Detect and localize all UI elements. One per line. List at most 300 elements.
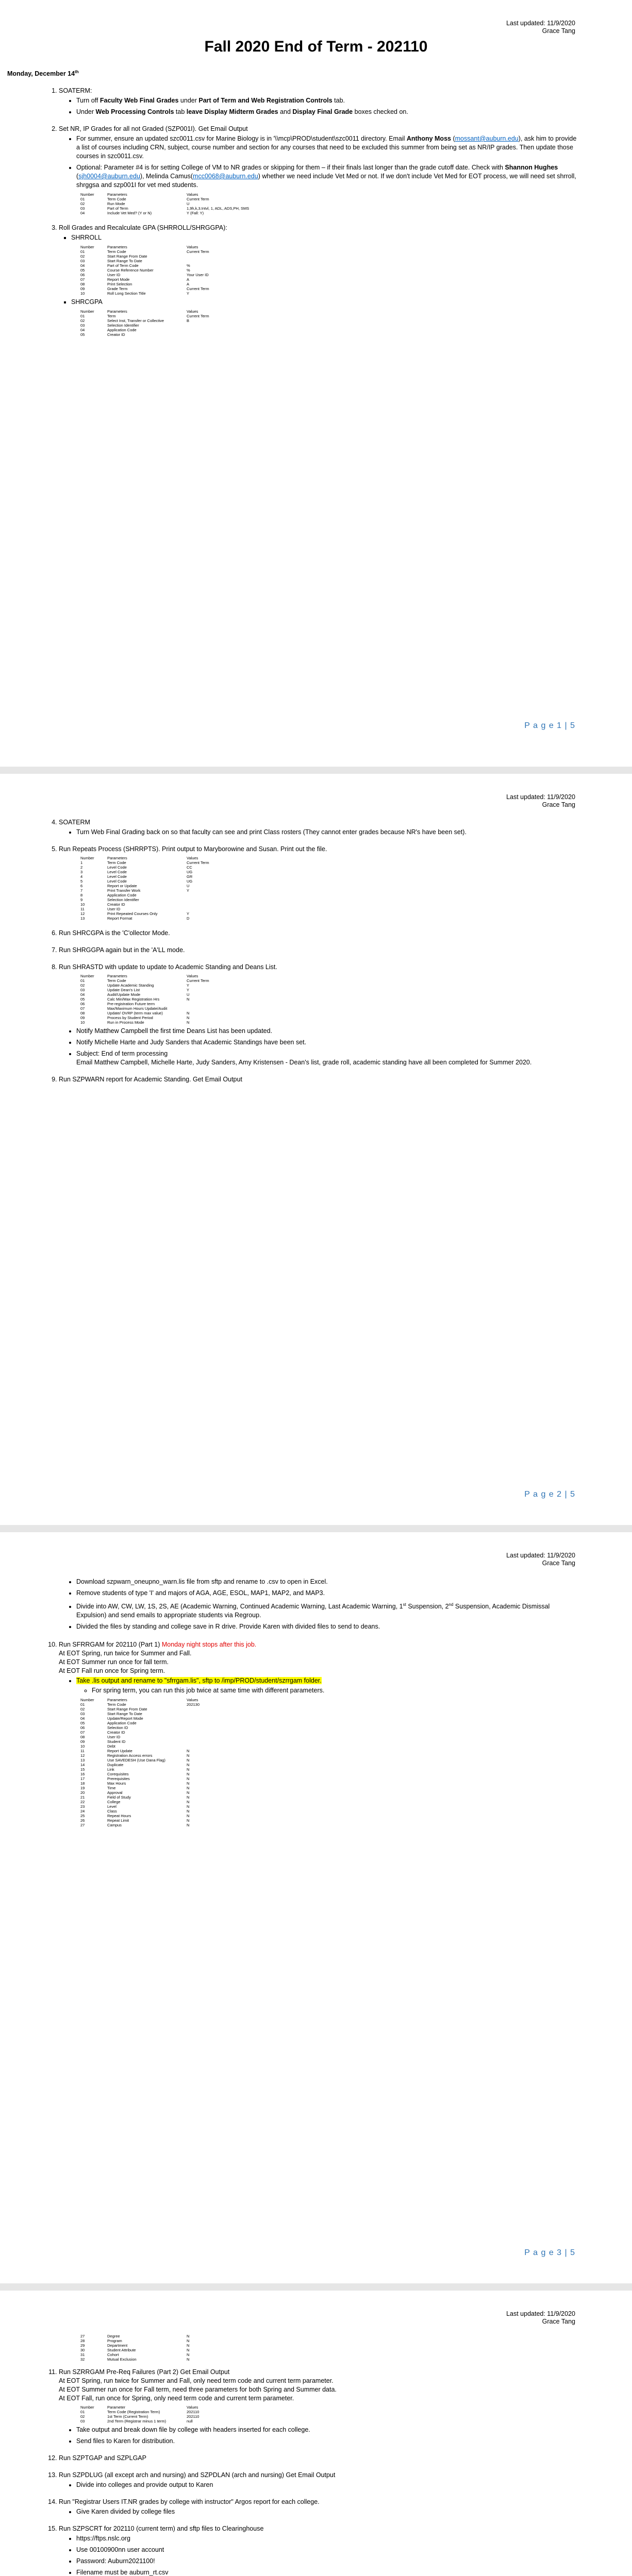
param-number: 05 [80,332,85,337]
param-number: 19 [80,1786,85,1791]
step-10-subbullet: ◦ For spring term, you can run this job twice at same time with different parameters. [92,1686,580,1695]
param-number: 09 [80,1015,85,1020]
param-name: Max/Maximum Hours Update/Audit [107,1006,168,1011]
step-15: 15. Run SZPSCRT for 202110 (current term) and sftp files to Clearinghouse • https://ftps.nslc.org • Use 00100900nn user account • Password: Auburn2021100! • Filename must be auburn_rt.csv [59,2524,580,2576]
parameter-row [80,1818,202,1823]
param-name: Part of Term [107,206,128,211]
param-number: 03 [80,323,85,328]
param-value [187,1006,211,1011]
parameter-row [80,916,211,921]
param-number: 10 [80,1744,85,1749]
param-name: Student Attribute [107,2348,136,2352]
param-name: Report Update [107,1749,132,1754]
param-value [187,1735,202,1739]
param-value [187,1744,202,1749]
param-name: Field of Study [107,1795,131,1800]
param-number: 20 [80,1790,85,1795]
param-number: 13 [80,1758,85,1763]
param-value: N [187,997,190,1002]
parameter-row [80,211,251,215]
author: Grace Tang [542,801,575,808]
param-value: UG [187,870,193,874]
param-number: 12 [80,911,85,916]
param-number: 08 [80,282,85,286]
email-link[interactable]: mossant@auburn.edu [455,135,519,142]
param-number: 29 [80,2343,85,2348]
param-name: Pre-registration Future term [107,1002,155,1006]
param-name: Class [107,1809,117,1814]
param-value: A [187,277,190,282]
param-value: N [187,1800,190,1805]
param-number: 04 [80,263,85,268]
param-value [187,1711,202,1716]
param-name: Department [107,2343,128,2348]
parameter-row [80,884,211,888]
param-value: Current Term [187,249,209,254]
parameter-row [80,974,211,978]
param-name: 2nd Term (Registrar minus 1 term) [107,2419,167,2424]
parameter-row [80,1711,202,1716]
param-value: N [187,2338,190,2343]
parameter-row [80,1809,202,1814]
param-name: Debt [107,1744,115,1749]
step-1: 1. SOATERM: • Turn off Faculty Web Final Grades under Part of Term and Web Registration Controls tab. • Under Web Processing Controls tab leave Display Midterm Grades and Display Final Grade boxes checked on. [59,87,580,116]
param-name: Repeat Hours [107,1814,131,1819]
param-number: 02 [80,254,85,259]
parameter-table [80,2334,191,2362]
param-number: 6 [80,884,83,888]
param-value: Values [187,856,198,860]
step-3-bullet: ▪ SHRCGPA [71,298,580,307]
param-name: Level Code [107,874,127,879]
param-name: Time [107,1786,116,1791]
param-value [187,897,211,902]
warning-bullet: • Divide into AW, CW, LW, 1S, 2S, AE (Academic Warning, Continued Academic Warning, Last Academic Warning, 1st Suspension, 2nd Suspension, Academic Dismissal Expulsion) and send emails to appropriate students via Regroup. [76,1600,580,1620]
param-name: Term Code [107,249,126,254]
parameter-row [80,323,211,328]
param-number: Number [80,245,94,249]
page-footer: P a g e 3 | 5 [524,2248,575,2257]
page-4 [0,2291,632,2576]
param-name: Max Hours [107,1781,126,1786]
param-number: 08 [80,1735,85,1740]
param-number: 2 [80,865,83,870]
param-number: 18 [80,1781,85,1786]
step-11-bullet: • Take output and break down file by college with headers inserted for each college. [76,2426,580,2434]
page-header [506,1552,575,1567]
param-number: 05 [80,268,85,273]
param-name: Course Reference Number [107,268,154,273]
param-name: Term Code [107,197,126,201]
param-name: Parameters [107,192,127,197]
step-11-bullet: • Send files to Karen for distribution. [76,2437,580,2446]
parameter-row [80,1790,202,1795]
param-value: GR [187,874,193,879]
param-number: Number [80,309,94,314]
param-value: Values [187,192,198,197]
param-number: 5 [80,879,83,884]
parameter-row [80,263,211,268]
param-value: Current Term [187,314,209,318]
param-name: Registration Access errors [107,1753,153,1758]
param-number: 22 [80,1800,85,1805]
param-value: N [187,1758,190,1763]
param-value: Values [187,974,198,978]
parameter-row [80,1814,202,1818]
param-number: 06 [80,1725,85,1731]
param-name: Selection ID [107,1725,128,1731]
param-name: Campus [107,1823,122,1828]
param-name: Application Code [107,893,137,897]
param-value: N [187,1776,190,1782]
parameter-row [80,282,211,286]
param-number: 02 [80,201,85,206]
step-3-bullet: ▪ SHRROLL [71,233,580,242]
param-value: N [187,2343,190,2348]
param-number: 04 [80,992,85,997]
param-number: 31 [80,2352,85,2357]
param-name: Creator ID [107,332,125,337]
param-number: 03 [80,206,85,211]
param-value: N [187,1823,190,1828]
parameter-row [80,1725,202,1730]
param-number: 02 [80,2414,85,2419]
param-name: Process by Student Period [107,1015,153,1020]
param-name: Report Format [107,916,132,921]
param-value: N [187,1762,190,1768]
parameter-row [80,1823,202,1827]
param-number: 02 [80,983,85,988]
param-number: 3 [80,870,83,874]
param-number: 09 [80,286,85,291]
param-number: 28 [80,2338,85,2343]
param-number: 8 [80,893,83,897]
parameter-row [80,1011,211,1015]
parameter-row [80,2352,191,2357]
param-name: Term [107,314,116,318]
param-value: 202110 [187,2414,199,2419]
param-number: 03 [80,988,85,992]
step-1-bullet: • Turn off Faculty Web Final Grades under Part of Term and Web Registration Controls tab. [76,96,580,105]
param-value [187,1721,202,1725]
param-name: Print Repeated Courses Only [107,911,158,916]
parameter-row [80,259,211,263]
parameter-row [80,1753,202,1758]
param-value: Y [187,988,190,992]
parameter-row [80,277,211,282]
param-value [187,1002,211,1006]
parameter-table [80,856,211,921]
param-name: Parameters [107,309,127,314]
param-value: Current Term [187,860,209,865]
parameter-table [80,245,211,296]
parameter-row [80,206,251,211]
param-number: 06 [80,1002,85,1006]
parameter-row [80,1716,202,1721]
parameter-row [80,1739,202,1744]
param-number: 07 [80,1006,85,1011]
param-value: Y [187,911,190,916]
param-name: 1st Term (Current Term) [107,2414,148,2419]
page-1-body [44,87,580,345]
param-number: 01 [80,249,85,254]
param-value: N [187,2352,190,2357]
parameter-row [80,314,211,318]
param-number: 4 [80,874,83,879]
param-name: Parameters [107,856,127,860]
param-name: User ID [107,1735,121,1740]
param-number: 12 [80,1753,85,1758]
page-header [506,2310,575,2326]
parameter-row [80,983,211,988]
parameter-row [80,254,211,259]
page-1 [0,0,632,767]
step-12: 12. Run SZPTGAP and SZPLGAP [59,2454,580,2463]
parameter-row [80,268,211,273]
param-value: N [187,1020,190,1025]
parameter-row [80,2348,191,2352]
parameter-row [80,888,211,893]
param-value: U [187,992,190,997]
param-number: 03 [80,2419,85,2424]
param-value: Current Term [187,286,209,291]
parameter-table [80,309,211,337]
param-name: Roll Long Section Title [107,291,146,296]
parameter-row [80,2357,191,2362]
parameter-row [80,2343,191,2348]
step-9: 9. Run SZPWARN report for Academic Standing. Get Email Output [59,1075,580,1084]
step-15-bullet: • Use 00100900nn user account [76,2546,580,2554]
param-value [187,1707,202,1711]
warning-bullet: • Divided the files by standing and college save in R drive. Provide Karen with divided files to send to deans. [76,1622,580,1631]
page-header [506,793,575,809]
param-name: Update/ OVRP (term max value) [107,1011,163,1015]
param-value: N [187,1795,190,1800]
param-value: N [187,1781,190,1786]
step-2-bullet: • Optional: Parameter #4 is for setting College of VM to NR grades or skipping for them – if their finals last longer than the grade cutoff date. Check with Shannon Hughes (sjh0004@auburn.edu), Melinda Camus(mcc0068@auburn.edu) whether we need include Vet Med or not. If we don't include Vet Med for EOT process, we will need set shrroll, shrggsa and szp001I for vet med students. [76,163,580,190]
param-value: 202130 [187,1702,200,1707]
parameter-row [80,1730,202,1735]
param-number: 7 [80,888,83,893]
param-number: Number [80,192,94,197]
param-value: D [187,916,190,921]
parameter-row [80,1006,211,1011]
parameter-row [80,197,251,201]
step-8: 8. Run SHRASTD with update to update to Academic Standing and Deans List. Number Parameters Values 01 Term Code Current Term 02 Update Academic Standing Y 03 Update Dean's List Y 04 Audit/Update Mode U 05 Calc Min/Max Registration Hrs N 06 Pre-registration Future term 07 Max/Maximum Hours Update/Audit 08 Update/ OVRP (term max value) N 09 Process by Student Period N 10 Run in Process Mode N • Notify Matthew Campbell the first time Deans List has been updated. • Notify Michelle Harte and Judy Sanders that Academic Standings have been set. • Subject: End of term processing Email Matthew Campbell, Michelle Harte, Judy Sanders, Amy Kristensen - Dean's list, grade roll, academic standing have all been completed for Summer 2020. [59,963,580,1067]
parameter-row [80,1758,202,1762]
parameter-row [80,907,211,911]
param-value: N [187,1011,190,1015]
param-value: N [187,1809,190,1814]
parameter-row [80,332,211,337]
parameter-row [80,1002,211,1006]
param-value: N [187,2348,190,2352]
parameter-row [80,893,211,897]
param-name: Selection Identifier [107,897,139,902]
param-value: N [187,1790,190,1795]
parameter-row [80,1744,202,1749]
parameter-row [80,1749,202,1753]
parameter-row [80,988,211,992]
step-5: 5. Run Repeats Process (SHRRPTS). Print output to Maryborowine and Susan. Print out the file. Number Parameters Values 1 Term Code Current Term 2 Level Code CC 3 Level Code UG 4 Level Code GR 5 Level Code UG 6 Report or Update U 7 Print Transfer Work Y 8 Application Code 9 Selection Identifier 10 Creator ID 11 User ID 12 Print Repeated Courses Only Y 13 Report Format D [59,845,580,921]
param-name: Include Vet Med? (Y or N) [107,211,152,215]
param-name: Level Code [107,870,127,874]
param-name: Repeat Limit [107,1818,129,1823]
param-name: Update Academic Standing [107,983,154,988]
parameter-row [80,897,211,902]
param-name: Use SAVEDESH (Use Dana Flag) [107,1758,165,1763]
parameter-row [80,273,211,277]
parameter-row [80,1020,211,1025]
step-4: 4. SOATERM • Turn Web Final Grading back on so that faculty can see and print Class rosters (They cannot enter grades because NR's have been set). [59,818,580,837]
param-number: 03 [80,259,85,263]
param-name: Calc Min/Max Registration Hrs [107,997,160,1002]
param-name: Start Range From Date [107,254,147,259]
param-number: 11 [80,907,85,911]
param-number: 13 [80,916,85,921]
email-link[interactable]: sjh0004@auburn.edu [78,173,140,180]
parameter-row [80,2405,201,2410]
param-value [187,259,211,263]
param-name: Audit/Update Mode [107,992,141,997]
step-15-bullet: • Password: Auburn2021100! [76,2557,580,2566]
parameter-row [80,1781,202,1786]
param-name: Print Transfer Work [107,888,141,893]
clearinghouse-url: • https://ftps.nslc.org [76,2534,580,2543]
step-10: 10. Run SFRRGAM for 202110 (Part 1) Monday night stops after this job. At EOT Spring, run twice for Summer and Fall. At EOT Summer run once for fall term. At EOT Fall run once for Spring term. • Take .lis output and rename to "sfrrgam.lis", sftp to /imp/PROD/student/szrrgam folder. ◦ For spring term, you can run this job twice at same time with different parameters. Number Parameters Values 01 Term Code 202130 02 Start Range From Date 03 Start Range To Date 04 Update/Report Mode 05 Application Code 06 Selection ID 07 Creator ID 08 User ID 09 Student ID 10 Debt 11 Report Update N 12 Registration Access errors N 13 Use SAVEDESH (Use Dana Flag) N 14 Duplicate N 15 Link N 16 Corequisites N 17 Prerequisites N 18 Max Hours N 19 Time N 20 Approval N 21 Field of Study N 22 College N 23 Level N 24 Class N 25 Repeat Hours N 26 Repeat Limit N 27 Campus N [59,1640,580,1827]
step-4-bullet: • Turn Web Final Grading back on so that faculty can see and print Class rosters (They cannot enter grades because NR's have been set). [76,828,580,837]
param-value: Current Term [187,978,209,983]
parameter-row [80,1767,202,1772]
param-value: Your User ID [187,273,209,277]
param-number: 04 [80,328,85,332]
param-number: 10 [80,902,85,907]
parameter-row [80,1015,211,1020]
parameter-row [80,1804,202,1809]
param-name: Program [107,2338,122,2343]
param-number: 03 [80,1711,85,1717]
param-name: Prerequisites [107,1776,130,1782]
document-title: Fall 2020 End of Term - 202110 [204,38,428,55]
param-name: Cohort [107,2352,119,2357]
param-value: CC [187,865,192,870]
step-8-bullet: • Notify Michelle Harte and Judy Sanders that Academic Standings have been set. [76,1038,580,1047]
param-value: N [187,1767,190,1772]
param-value [187,907,211,911]
param-name: Term Code [107,1702,126,1707]
param-name: Level Code [107,879,127,884]
warning-bullet: • Download szpwarn_oneupno_warn.lis file from sftp and rename to .csv to open in Excel. [76,1578,580,1586]
param-value: 202110 [187,2410,199,2414]
param-number: 01 [80,2410,85,2414]
parameter-row [80,1772,202,1776]
param-number: 17 [80,1776,85,1782]
parameter-row [80,978,211,983]
parameter-table [80,1698,202,1827]
parameter-row [80,1707,202,1711]
param-name: Update Dean's List [107,988,140,992]
parameter-row [80,1786,202,1790]
last-updated: Last updated: 11/9/2020 [506,793,575,801]
last-updated: Last updated: 11/9/2020 [506,1552,575,1559]
param-number: 01 [80,1702,85,1707]
param-name: Start Range To Date [107,259,142,263]
param-name: Update/Report Mode [107,1716,143,1721]
email-link[interactable]: mcc0068@auburn.edu [193,173,258,180]
param-value [187,254,211,259]
parameter-row [80,1800,202,1804]
param-name: Start Range From Date [107,1707,147,1712]
param-name: Approval [107,1790,123,1795]
param-number: 27 [80,2334,85,2338]
param-value: 1,9h,k,3.Intvl, 1, ADL, ADS,PH, SMS [187,206,250,211]
param-value [187,893,211,897]
parameter-row [80,2334,191,2338]
step-8-bullet: • Notify Matthew Campbell the first time Deans List has been updated. [76,1027,580,1036]
param-name: Mutual Exclusion [107,2357,137,2362]
param-number: 09 [80,1739,85,1744]
param-name: Link [107,1767,114,1772]
last-updated: Last updated: 11/9/2020 [506,2310,575,2317]
param-name: Print Selection [107,282,132,286]
param-number: 05 [80,997,85,1002]
parameter-row [80,2338,191,2343]
param-value: % [187,263,190,268]
param-name: Selection Identifier [107,323,139,328]
parameter-row [80,911,211,916]
param-number: Number [80,1698,94,1703]
param-number: Number [80,856,94,860]
step-3: 3. Roll Grades and Recalculate GPA (SHRROLL/SHRGGPA): ▪ SHRROLL Number Parameters Values 01 Term Code Current Term 02 Start Range From Date 03 Start Range To Date 04 Part of Term Code % 05 Course Reference Number % 06 User ID Your User ID 07 Report Mode A 08 Print Selection A 09 Grade Term Current Term 10 Roll Long Section Title Y ▪ SHRCGPA Number Parameters Values 01 Term Current Term 02 Select Inst, Transfer or Collective B 03 Selection Identifier 04 Application Code 05 Creator ID [59,224,580,337]
param-value: U [187,884,190,888]
param-number: 23 [80,1804,85,1809]
parameter-row [80,1735,202,1739]
parameter-row [80,1702,202,1707]
param-value [187,323,211,328]
param-value: Values [187,245,198,249]
param-value: N [187,1804,190,1809]
parameter-row [80,249,211,254]
param-name: Term Code [107,978,126,983]
step-15-bullet: • Filename must be auburn_rt.csv [76,2568,580,2576]
step-2-bullet: • For summer, ensure an updated szc0011.csv for Marine Biology is in '\\mcp\PROD\student\szc0011 directory. Email Anthony Moss (mossant@auburn.edu), ask him to provide a list of courses including CRN, subject, course number and section for any courses that need to be excluded this summer from being set as NR/IP grades. Then update those courses in szc0011.csv. [76,134,580,161]
param-value: N [187,1786,190,1791]
page-footer: P a g e 1 | 5 [524,721,575,730]
param-number: 14 [80,1762,85,1768]
parameter-table [80,974,211,1025]
param-number: 02 [80,318,85,323]
param-name: Term Code [107,860,126,865]
parameter-row [80,1721,202,1725]
param-value [187,1716,202,1721]
step-13: 13. Run SZPDLUG (all except arch and nursing) and SZPDLAN (arch and nursing) Get Email Output • Divide into colleges and provide output to Karen [59,2471,580,2489]
param-name: Application Code [107,1721,137,1726]
param-name: Term Code (Registration Term) [107,2410,160,2414]
param-value [187,328,211,332]
param-value: N [187,1015,190,1020]
param-value: Current Term [187,197,209,201]
param-number: 05 [80,1721,85,1726]
parameter-table [80,192,251,215]
warning-bullet: • Remove students of type 'I' and majors of AGA, AGE, ESOL, MAP1, MAP2, and MAP3. [76,1589,580,1598]
step-11: 11. Run SZRRGAM Pre-Req Failures (Part 2) Get Email Output At EOT Spring, run twice for Summer and Fall, only need term code and current term parameter. At EOT Summer run once for Fall term, need three parameters for both Spring and Summer data. At EOT Fall, run once for Spring, only need term code and current term parameter. Number Parameter Values 01 Term Code (Registration Term) 202110 02 1st Term (Current Term) 202110 03 2nd Term (Registrar minus 1 term) null • Take output and break down file by college with headers inserted for each college. • Send files to Karen for distribution. [59,2368,580,2446]
param-name: Level [107,1804,117,1809]
step-13-bullet: • Divide into colleges and provide output to Karen [76,2481,580,2489]
param-name: Part of Term Code [107,263,139,268]
parameter-row [80,1762,202,1767]
param-number: 04 [80,211,85,215]
parameter-row [80,286,211,291]
